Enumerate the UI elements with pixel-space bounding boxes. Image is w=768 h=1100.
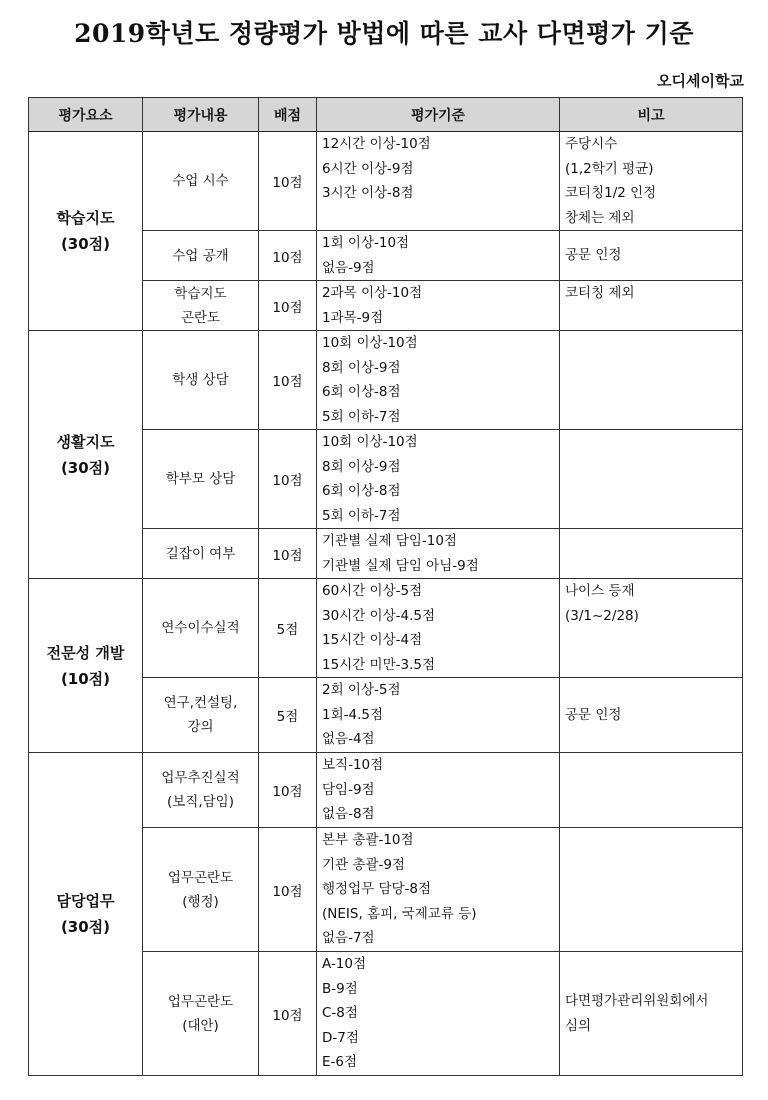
category-cell: 전문성 개발 (10점) — [29, 579, 143, 753]
score-cell: 10점 — [259, 331, 317, 430]
note-cell: 공문 인정 — [560, 678, 743, 753]
header-element: 평가요소 — [29, 98, 143, 132]
note-cell: 나이스 등재 (3/1~2/28) — [560, 579, 743, 678]
note-cell — [560, 430, 743, 529]
criteria-cell: 2회 이상-5점 1회-4.5점 없음-4점 — [317, 678, 560, 753]
note-cell — [560, 828, 743, 952]
criteria-cell: 기관별 실제 담임-10점 기관별 실제 담임 아님-9점 — [317, 529, 560, 579]
page-title: 2019학년도 정량평가 방법에 따른 교사 다면평가 기준 — [74, 19, 694, 48]
category-cell: 담당업무 (30점) — [29, 753, 143, 1076]
item-cell: 연구,컨설팅, 강의 — [143, 678, 259, 753]
table-row — [29, 331, 743, 430]
table-row — [29, 753, 743, 828]
criteria-cell: 60시간 이상-5점 30시간 이상-4.5점 15시간 이상-4점 15시간 미만-3.5점 — [317, 579, 560, 678]
criteria-cell: A-10점 B-9점 C-8점 D-7점 E-6점 — [317, 952, 560, 1076]
table-row — [29, 579, 743, 678]
table-row — [29, 132, 743, 231]
score-cell: 10점 — [259, 281, 317, 331]
header-criteria: 평가기준 — [317, 98, 560, 132]
criteria-cell: 1회 이상-10점 없음-9점 — [317, 231, 560, 281]
score-cell: 5점 — [259, 579, 317, 678]
item-cell: 학생 상담 — [143, 331, 259, 430]
criteria-cell: 보직-10점 담임-9점 없음-8점 — [317, 753, 560, 828]
item-cell: 수업 시수 — [143, 132, 259, 231]
evaluation-table — [28, 97, 743, 1076]
criteria-cell: 10회 이상-10점 8회 이상-9점 6회 이상-8점 5회 이하-7점 — [317, 430, 560, 529]
item-cell: 업무곤란도 (대안) — [143, 952, 259, 1076]
category-cell: 학습지도 (30점) — [29, 132, 143, 331]
criteria-cell: 12시간 이상-10점 6시간 이상-9점 3시간 이상-8점 — [317, 132, 560, 231]
score-cell: 10점 — [259, 430, 317, 529]
school-name: 오디세이학교 — [657, 72, 744, 90]
item-cell: 길잡이 여부 — [143, 529, 259, 579]
item-cell: 수업 공개 — [143, 231, 259, 281]
criteria-cell: 2과목 이상-10점 1과목-9점 — [317, 281, 560, 331]
category-cell: 생활지도 (30점) — [29, 331, 143, 579]
note-cell — [560, 753, 743, 828]
item-cell: 연수이수실적 — [143, 579, 259, 678]
item-cell: 업무추진실적 (보직,담임) — [143, 753, 259, 828]
note-cell — [560, 529, 743, 579]
note-cell: 공문 인정 — [560, 231, 743, 281]
header-note: 비고 — [560, 98, 743, 132]
note-cell: 다면평가관리위원회에서 심의 — [560, 952, 743, 1076]
note-cell: 주당시수 (1,2학기 평균) 코티칭1/2 인정 창체는 제외 — [560, 132, 743, 231]
header-score: 배점 — [259, 98, 317, 132]
score-cell: 10점 — [259, 529, 317, 579]
table-header-row — [29, 98, 743, 132]
note-cell: 코티칭 제외 — [560, 281, 743, 331]
criteria-cell: 10회 이상-10점 8회 이상-9점 6회 이상-8점 5회 이하-7점 — [317, 331, 560, 430]
score-cell: 10점 — [259, 828, 317, 952]
score-cell: 5점 — [259, 678, 317, 753]
score-cell: 10점 — [259, 231, 317, 281]
header-content: 평가내용 — [143, 98, 259, 132]
criteria-cell: 본부 총괄-10점 기관 총괄-9점 행정업무 담당-8점 (NEIS, 홈피, 국제교류 등) 없음-7점 — [317, 828, 560, 952]
note-cell — [560, 331, 743, 430]
score-cell: 10점 — [259, 952, 317, 1076]
score-cell: 10점 — [259, 753, 317, 828]
score-cell: 10점 — [259, 132, 317, 231]
item-cell: 학부모 상담 — [143, 430, 259, 529]
item-cell: 업무곤란도 (행정) — [143, 828, 259, 952]
item-cell: 학습지도 곤란도 — [143, 281, 259, 331]
